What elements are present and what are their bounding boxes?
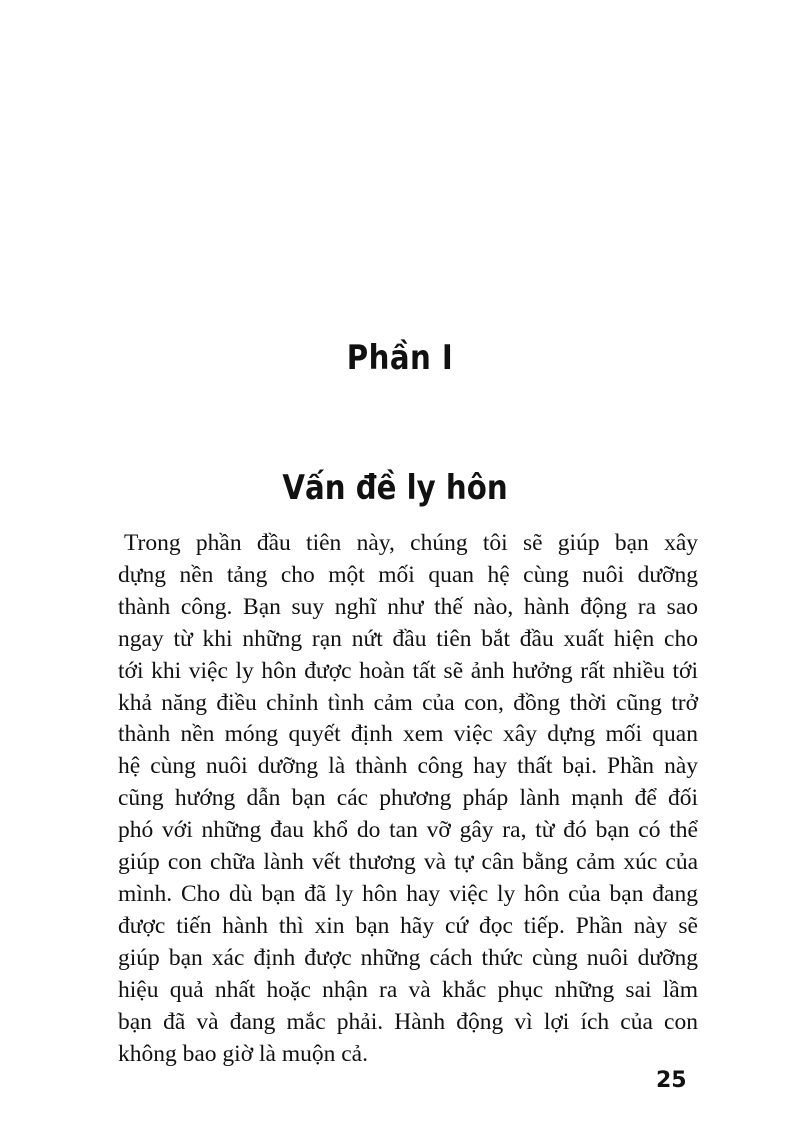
intro-paragraph [118,528,698,1070]
paragraph-line: khả năng điều chỉnh tình cảm của con, đồng thời cũng trở [118,689,698,716]
page-number: 25 [656,1068,687,1093]
paragraph-line: tới khi việc ly hôn được hoàn tất sẽ ảnh hưởng rất nhiều tới [118,657,698,684]
paragraph-line: giúp con chữa lành vết thương và tự cân bằng cảm xúc của [118,849,698,876]
paragraph-line: phó với những đau khổ do tan vỡ gây ra, từ đó bạn có thể [118,817,698,844]
paragraph-line: hiệu quả nhất hoặc nhận ra và khắc phục những sai lầm [118,976,698,1003]
paragraph-line: được tiến hành thì xin bạn hãy cứ đọc tiếp. Phần này sẽ [118,912,698,939]
paragraph-line: Trong phần đầu tiên này, chúng tôi sẽ giúp bạn xây [124,530,698,556]
paragraph-line: thành nền móng quyết định xem việc xây dựng mối quan [118,721,698,748]
paragraph-line: cũng hướng dẫn bạn các phương pháp lành mạnh để đối [118,785,698,812]
paragraph-line: thành công. Bạn suy nghĩ như thế nào, hành động ra sao [118,593,698,620]
paragraph-line: không bao giờ là muộn cả. [118,1040,368,1067]
part-title: Phần I [346,338,454,378]
chapter-title: Vấn đề ly hôn [282,468,508,508]
paragraph-line: giúp bạn xác định được những cách thức cùng nuôi dưỡng [118,944,698,971]
paragraph-line: dựng nền tảng cho một mối quan hệ cùng nuôi dưỡng [118,561,698,588]
paragraph-line: ngay từ khi những rạn nứt đầu tiên bắt đầu xuất hiện cho [118,625,698,652]
paragraph-line: bạn đã và đang mắc phải. Hành động vì lợi ích của con [118,1008,698,1035]
paragraph-line: mình. Cho dù bạn đã ly hôn hay việc ly hôn của bạn đang [118,880,698,907]
paragraph-line: hệ cùng nuôi dưỡng là thành công hay thất bại. Phần này [118,753,698,780]
